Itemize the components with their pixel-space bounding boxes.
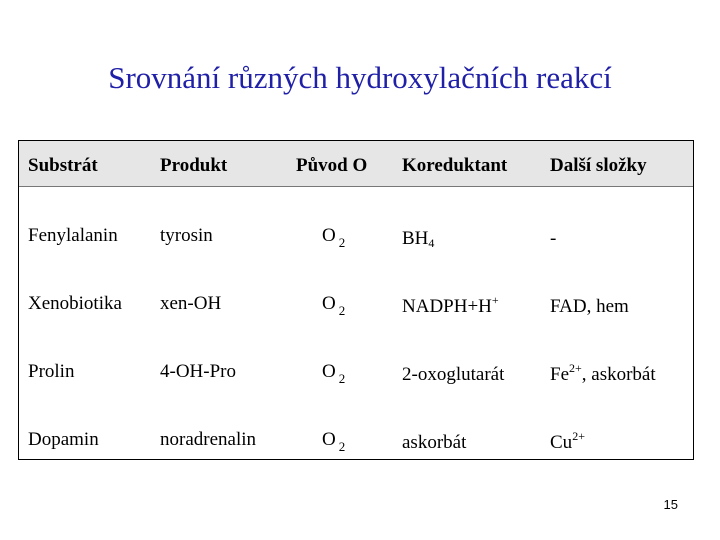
header-other-components: Další složky [550, 155, 647, 176]
cell-substrate: Xenobiotika [28, 293, 122, 314]
coreductant-subscript: 4 [428, 236, 435, 250]
origin-base: O [322, 361, 336, 382]
cell-other-components [550, 293, 629, 318]
comparison-table [18, 140, 694, 460]
origin-subscript: 2 [338, 439, 346, 454]
other-superscript: 2+ [572, 429, 585, 443]
slide-title: Srovnání různých hydroxylačních reakcí [108, 60, 612, 95]
coreductant-base: NADPH+H [402, 296, 492, 317]
coreductant-base: BH [402, 228, 429, 249]
cell-substrate: Fenylalanin [28, 225, 118, 246]
cell-product: xen-OH [160, 293, 222, 314]
cell-oxygen-origin [322, 225, 346, 250]
origin-base: O [322, 429, 336, 450]
header-coreductant: Koreduktant [402, 155, 508, 176]
cell-coreductant [402, 225, 434, 251]
table-header-row [19, 141, 693, 187]
cell-substrate: Dopamin [28, 429, 99, 450]
cell-oxygen-origin [322, 293, 346, 318]
cell-product: tyrosin [160, 225, 213, 246]
cell-coreductant [402, 361, 504, 387]
cell-oxygen-origin [322, 361, 346, 386]
other-superscript: 2+ [569, 361, 582, 375]
cell-product: noradrenalin [160, 429, 257, 450]
cell-oxygen-origin [322, 429, 346, 454]
header-substrate: Substrát [28, 155, 98, 176]
other-base: - [550, 228, 557, 249]
other-rest: , askorbát [581, 364, 656, 385]
coreductant-base: 2-oxoglutarát [402, 364, 505, 385]
other-base: FAD, hem [550, 296, 629, 317]
origin-subscript: 2 [338, 371, 346, 386]
origin-subscript: 2 [338, 235, 346, 250]
cell-coreductant [402, 429, 466, 455]
cell-coreductant [402, 293, 499, 319]
header-oxygen-origin: Původ O [296, 155, 368, 176]
origin-base: O [322, 293, 336, 314]
other-base: Fe [550, 364, 569, 385]
page-number: 15 [663, 497, 678, 512]
cell-other-components [550, 429, 585, 454]
origin-base: O [322, 225, 336, 246]
coreductant-base: askorbát [402, 432, 467, 453]
cell-other-components [550, 225, 556, 250]
cell-substrate: Prolin [28, 361, 75, 382]
cell-product: 4-OH-Pro [160, 361, 236, 382]
other-base: Cu [550, 432, 573, 453]
origin-subscript: 2 [338, 303, 346, 318]
header-product: Produkt [160, 155, 228, 176]
cell-other-components [550, 361, 656, 386]
coreductant-superscript: + [491, 293, 499, 307]
